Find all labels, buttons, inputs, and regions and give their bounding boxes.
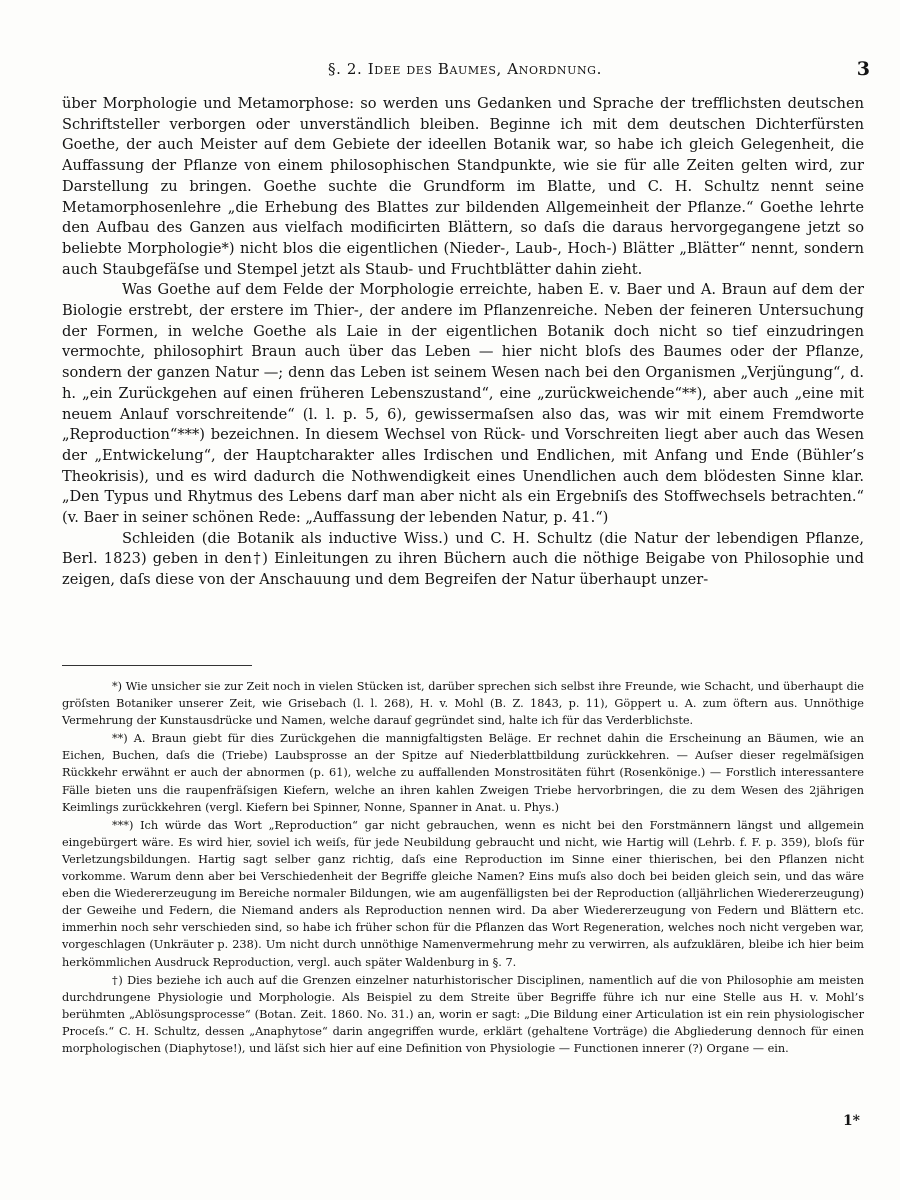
paragraph-3: Schleiden (die Botanik als inductive Wiss.) und C. H. Schultz (die Natur der lebendigen Pflanze, Berl. 1823) geben in den†) Einleitungen zu ihren Büchern auch die nöthige Beigabe von Philosophie und zeigen, daſs diese von der Anschauung und dem Begreifen der Natur überhaupt unzer- xyxy=(62,529,864,589)
footnote-divider xyxy=(62,665,252,666)
footnote-3: ***) Ich würde das Wort „Reproduction“ gar nicht gebrauchen, wenn es nicht bei den Forstmännern längst und allgemein eingebürgert wäre. Es wird hier, soviel ich weiſs, für jede Neubildung gebraucht und nicht, wie Hartig will (Lehrb. f. F. p. 359), bloſs für Verletzungsbildungen. Hartig sagt selber ganz richtig, daſs eine Reproduction im Sinne einer thierischen, bei den Pflanzen nicht vorkomme. Warum denn aber bei Verschiedenheit der Begriffe gleiche Namen? Eins muſs also doch bei beiden gleich sein, und das wäre eben die Wiedererzeugung im Bereiche normaler Bildungen, wie am augenfälligsten bei der Reproduction (alljährlichen Wiedererzeugung) der Geweihe und Federn, die Niemand anders als Reproduction nennen wird. Da aber Wiedererzeugung von Federn und Blättern etc. immerhin noch sehr verschieden sind, so habe ich früher schon für die Pflanzen das Wort Regeneration, welches noch nicht vergeben war, vorgeschlagen (Unkräuter p. 238). Um nicht durch unnöthige Namenvermehrung mehr zu verwirren, als aufzuklären, bleibe ich hier beim herkömmlichen Ausdruck Reproduction, vergl. auch später Waldenburg in §. 7. xyxy=(62,818,864,969)
page-number: 3 xyxy=(856,58,870,80)
footnote-4: †) Dies beziehe ich auch auf die Grenzen einzelner naturhistorischer Disciplinen, namentlich auf die von Philosophie am meisten durchdrungene Physiologie und Morphologie. Als Beispiel zu dem Streite über Begriffe führe ich nur eine Stelle aus H. v. Mohl’s berühmten „Ablösungsprocesse“ (Botan. Zeit. 1860. No. 31.) an, worin er sagt: „Die Bildung einer Articulation ist ein rein physiologischer Proceſs.“ C. H. Schultz, dessen „Anaphytose“ darin angegriffen wurde, erklärt (gehaltene Vorträge) die Abgliederung dennoch für einen morphologischen (Diaphytose!), und läſst sich hier auf eine Definition von Physiologie — Functionen innerer (?) Organe — ein. xyxy=(62,973,864,1055)
paragraph-1: über Morphologie und Metamorphose: so werden uns Gedanken und Sprache der trefflichsten deutschen Schriftsteller verborgen oder unverständlich bleiben. Beginne ich mit dem deutschen Dichterfürsten Goethe, der auch Meister auf dem Gebiete der ideellen Botanik war, so habe ich gleich Gelegenheit, die Auffassung der Pflanze von einem philosophischen Standpunkte, wie sie für alle Zeiten gelten wird, zur Darstellung zu bringen. Goethe suchte die Grundform im Blatte, und C. H. Schultz nennt seine Metamorphosenlehre „die Erhebung des Blattes zur bildenden Allgemeinheit der Pflanze.“ Goethe lehrte den Aufbau des Ganzen aus vielfach modificirten Blättern, so daſs die daraus hervorgegangene jetzt so beliebte Morphologie*) nicht blos die eigentlichen (Nieder-, Laub-, Hoch-) Blätter „Blätter“ nennt, sondern auch Staubgefäſse und Stempel jetzt als Staub- und Fruchtblätter dahin zieht. xyxy=(62,95,864,278)
footnote-2: **) A. Braun giebt für dies Zurückgehen die mannigfaltigsten Beläge. Er rechnet dahin die Erscheinung an Bäumen, wie an Eichen, Buchen, daſs die (Triebe) Laubsprosse an der Spitze auf Niederblattbildung zurückkehren. — Auſser dieser regelmäſsigen Rückkehr erwähnt er auch der abnormen (p. 61), welche zu auffallenden Monstrositäten führt (Rosenkönige.) — Forstlich interessantere Fälle bieten uns die raupenfräſsigen Kiefern, welche an ihren kahlen Zweigen Triebe hervorbringen, die zu dem Wesen des 2jährigen Keimlings zurückkehren (vergl. Kiefern bei Spinner, Nonne, Spanner in Anat. u. Phys.) xyxy=(62,732,864,814)
signature-mark: 1* xyxy=(842,1113,860,1129)
header-title: §. 2. Idee des Baumes, Anordnung. xyxy=(328,60,602,78)
footnotes xyxy=(62,678,864,1057)
running-header xyxy=(60,60,870,84)
main-text xyxy=(62,94,864,591)
footnote-1: *) Wie unsicher sie zur Zeit noch in vielen Stücken ist, darüber sprechen sich selbst ihre Freunde, wie Schacht, und überhaupt die gröſsten Botaniker unserer Zeit, wie Grisebach (l. l. 268), H. v. Mohl (B. Z. 1843, p. 11), Göppert u. A. zum öftern aus. Unnöthige Vermehrung der Kunstausdrücke und Namen, welche darauf gegründet sind, halte ich für das Verderblichste. xyxy=(62,680,864,728)
paragraph-2: Was Goethe auf dem Felde der Morphologie erreichte, haben E. v. Baer und A. Braun auf dem der Biologie erstrebt, der erstere im Thier-, der andere im Pflanzenreiche. Neben der feineren Untersuchung der Formen, in welche Goethe als Laie in der eigentlichen Botanik doch nicht so tief einzudringen vermochte, philosophirt Braun auch über das Leben — hier nicht bloſs des Baumes oder der Pflanze, sondern der ganzen Natur —; denn das Leben ist seinem Wesen nach bei den Organismen „Verjüngung“, d. h. „ein Zurückgehen auf einen früheren Lebenszustand“, eine „zurückweichende“**), aber auch „eine mit neuem Anlauf vorschreitende“ (l. l. p. 5, 6), gewissermaſsen also das, was wir mit einem Fremdworte „Reproduction“***) bezeichnen. In diesem Wechsel von Rück- und Vorschreiten liegt aber auch das Wesen der „Entwickelung“, der Hauptcharakter alles Irdischen und Endlichen, mit Anfang und Ende (Bühler’s Theokrisis), und es wird dadurch die Nothwendigkeit eines Unendlichen auch dem blödesten Sinne klar. „Den Typus und Rhytmus des Lebens darf man aber nicht als ein Ergebniſs des Stoffwechsels betrachten.“ (v. Baer in seiner schönen Rede: „Auffassung der lebenden Natur, p. 41.“) xyxy=(62,281,864,527)
